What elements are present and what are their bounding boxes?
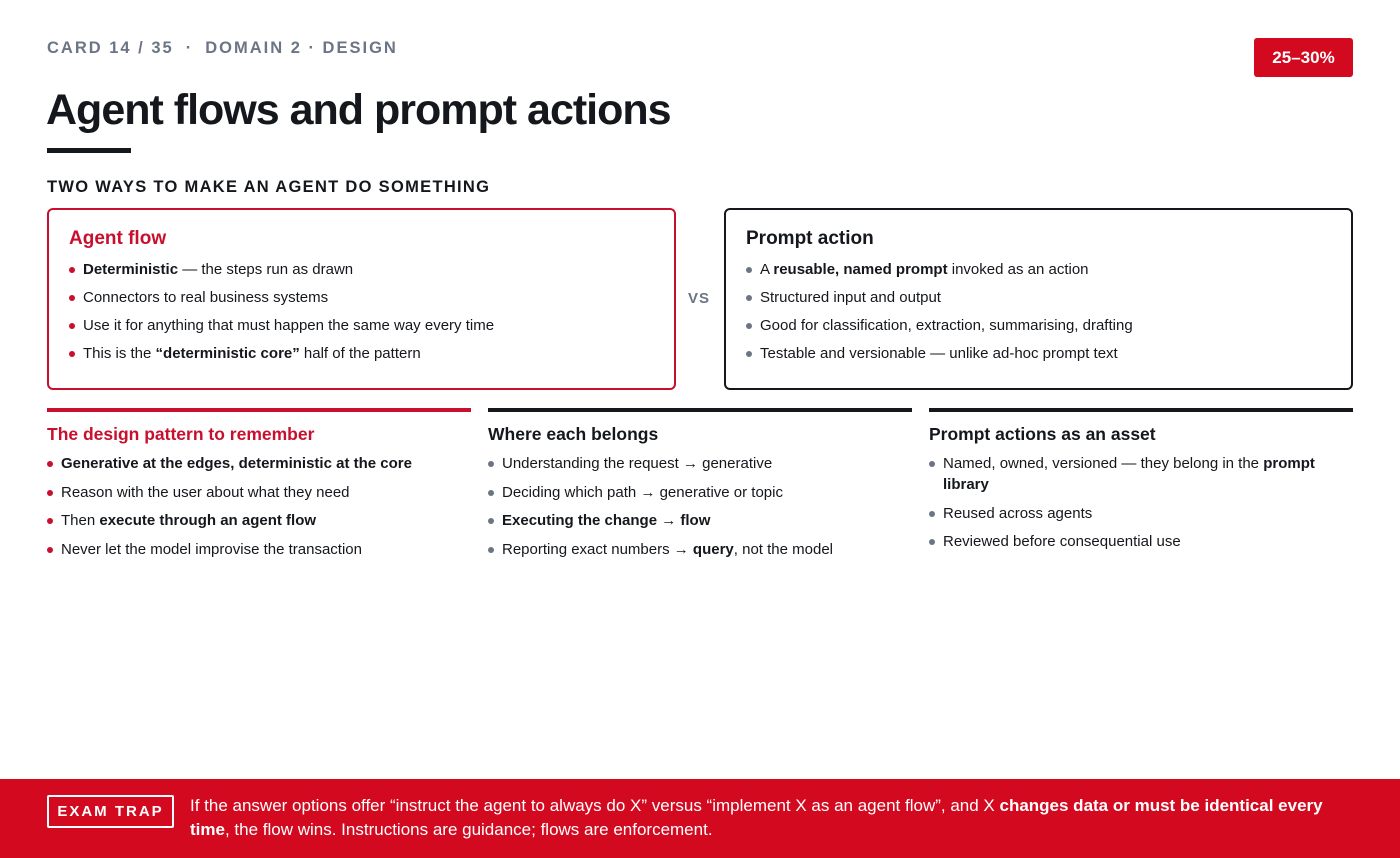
section-label: TWO WAYS TO MAKE AN AGENT DO SOMETHING bbox=[47, 178, 491, 196]
exam-weight-badge: 25–30% bbox=[1254, 38, 1353, 77]
bold-text: Executing the change → flow bbox=[502, 512, 711, 529]
text-run: If the answer options offer “instruct the agent to always do X” versus “implement X as an agent flow”, and X bbox=[190, 796, 1000, 815]
design-pattern-column bbox=[47, 408, 471, 567]
text-run: Reviewed before consequential use bbox=[943, 533, 1181, 550]
list-item bbox=[83, 315, 654, 336]
text-run: Understanding the request → generative bbox=[502, 455, 773, 472]
list-item bbox=[760, 343, 1331, 364]
bold-text: prompt library bbox=[943, 455, 1315, 493]
asset-column bbox=[929, 408, 1353, 560]
prompt-action-heading: Prompt action bbox=[746, 228, 874, 249]
title-underline bbox=[47, 148, 131, 153]
card-header bbox=[47, 39, 398, 58]
bold-text: Deterministic bbox=[83, 261, 179, 278]
list-item bbox=[502, 510, 912, 531]
bold-text: execute through an agent flow bbox=[99, 512, 317, 529]
bold-text: query bbox=[692, 540, 734, 558]
text-run: , not the model bbox=[733, 540, 834, 558]
asset-heading: Prompt actions as an asset bbox=[929, 424, 1156, 444]
text-run: Named, owned, versioned — they belong in the bbox=[943, 455, 1264, 472]
exam-trap-banner bbox=[0, 779, 1400, 858]
text-run: invoked as an action bbox=[947, 261, 1089, 278]
bold-text: Generative at the edges, deterministic at the core bbox=[61, 455, 412, 472]
bold-text: “deterministic core” bbox=[155, 345, 300, 362]
where-belongs-heading: Where each belongs bbox=[488, 424, 659, 444]
agent-flow-card bbox=[47, 208, 676, 390]
bold-text: changes data or must be identical every time bbox=[190, 796, 1323, 839]
list-item bbox=[83, 287, 654, 308]
text-run: A bbox=[760, 261, 774, 278]
list-item bbox=[760, 259, 1331, 280]
text-run: Testable and versionable — unlike ad-hoc prompt text bbox=[760, 345, 1118, 362]
list-item bbox=[502, 453, 912, 474]
where-belongs-list bbox=[488, 453, 912, 560]
list-item bbox=[943, 453, 1353, 495]
vs-label: VS bbox=[688, 290, 711, 307]
text-run: Good for classification, extraction, summarising, drafting bbox=[760, 317, 1133, 334]
text-run: Reporting exact numbers → bbox=[502, 540, 693, 558]
text-run: Then bbox=[61, 512, 100, 529]
text-run: Use it for anything that must happen the same way every time bbox=[83, 317, 495, 334]
text-run: half of the pattern bbox=[299, 345, 421, 362]
list-item bbox=[61, 482, 471, 503]
bold-text: reusable, named prompt bbox=[773, 261, 948, 278]
agent-flow-heading: Agent flow bbox=[69, 228, 167, 249]
text-run: This is the bbox=[83, 345, 156, 362]
list-item bbox=[83, 343, 654, 364]
design-pattern-list bbox=[47, 453, 471, 560]
prompt-action-card bbox=[724, 208, 1353, 390]
text-run: , the flow wins. Instructions are guidance; flows are enforcement. bbox=[224, 820, 713, 839]
list-item bbox=[502, 482, 912, 503]
asset-list bbox=[929, 453, 1353, 552]
text-run: — the steps run as drawn bbox=[178, 261, 354, 278]
design-pattern-heading: The design pattern to remember bbox=[47, 424, 315, 444]
agent-flow-list bbox=[69, 259, 654, 364]
text-run: Connectors to real business systems bbox=[83, 289, 329, 306]
text-run: Reason with the user about what they need bbox=[61, 483, 350, 501]
exam-trap-text bbox=[190, 794, 1360, 842]
text-run: Deciding which path → generative or topic bbox=[502, 483, 783, 501]
list-item bbox=[943, 503, 1353, 524]
list-item bbox=[61, 510, 471, 531]
list-item bbox=[502, 539, 912, 560]
exam-trap-label: EXAM TRAP bbox=[47, 795, 174, 828]
list-item bbox=[943, 531, 1353, 552]
text-run: Structured input and output bbox=[760, 289, 941, 306]
domain-label: DOMAIN 2 · DESIGN bbox=[205, 39, 398, 57]
prompt-action-list bbox=[746, 259, 1331, 364]
header-separator: · bbox=[185, 39, 194, 57]
list-item bbox=[61, 539, 471, 560]
where-belongs-column bbox=[488, 408, 912, 567]
text-run: Never let the model improvise the transaction bbox=[61, 540, 362, 558]
list-item bbox=[61, 453, 471, 474]
text-run: Reused across agents bbox=[943, 504, 1093, 522]
card-counter: CARD 14 / 35 bbox=[47, 39, 174, 57]
list-item bbox=[760, 287, 1331, 308]
list-item bbox=[760, 315, 1331, 336]
page-title: Agent flows and prompt actions bbox=[46, 86, 671, 134]
list-item bbox=[83, 259, 654, 280]
